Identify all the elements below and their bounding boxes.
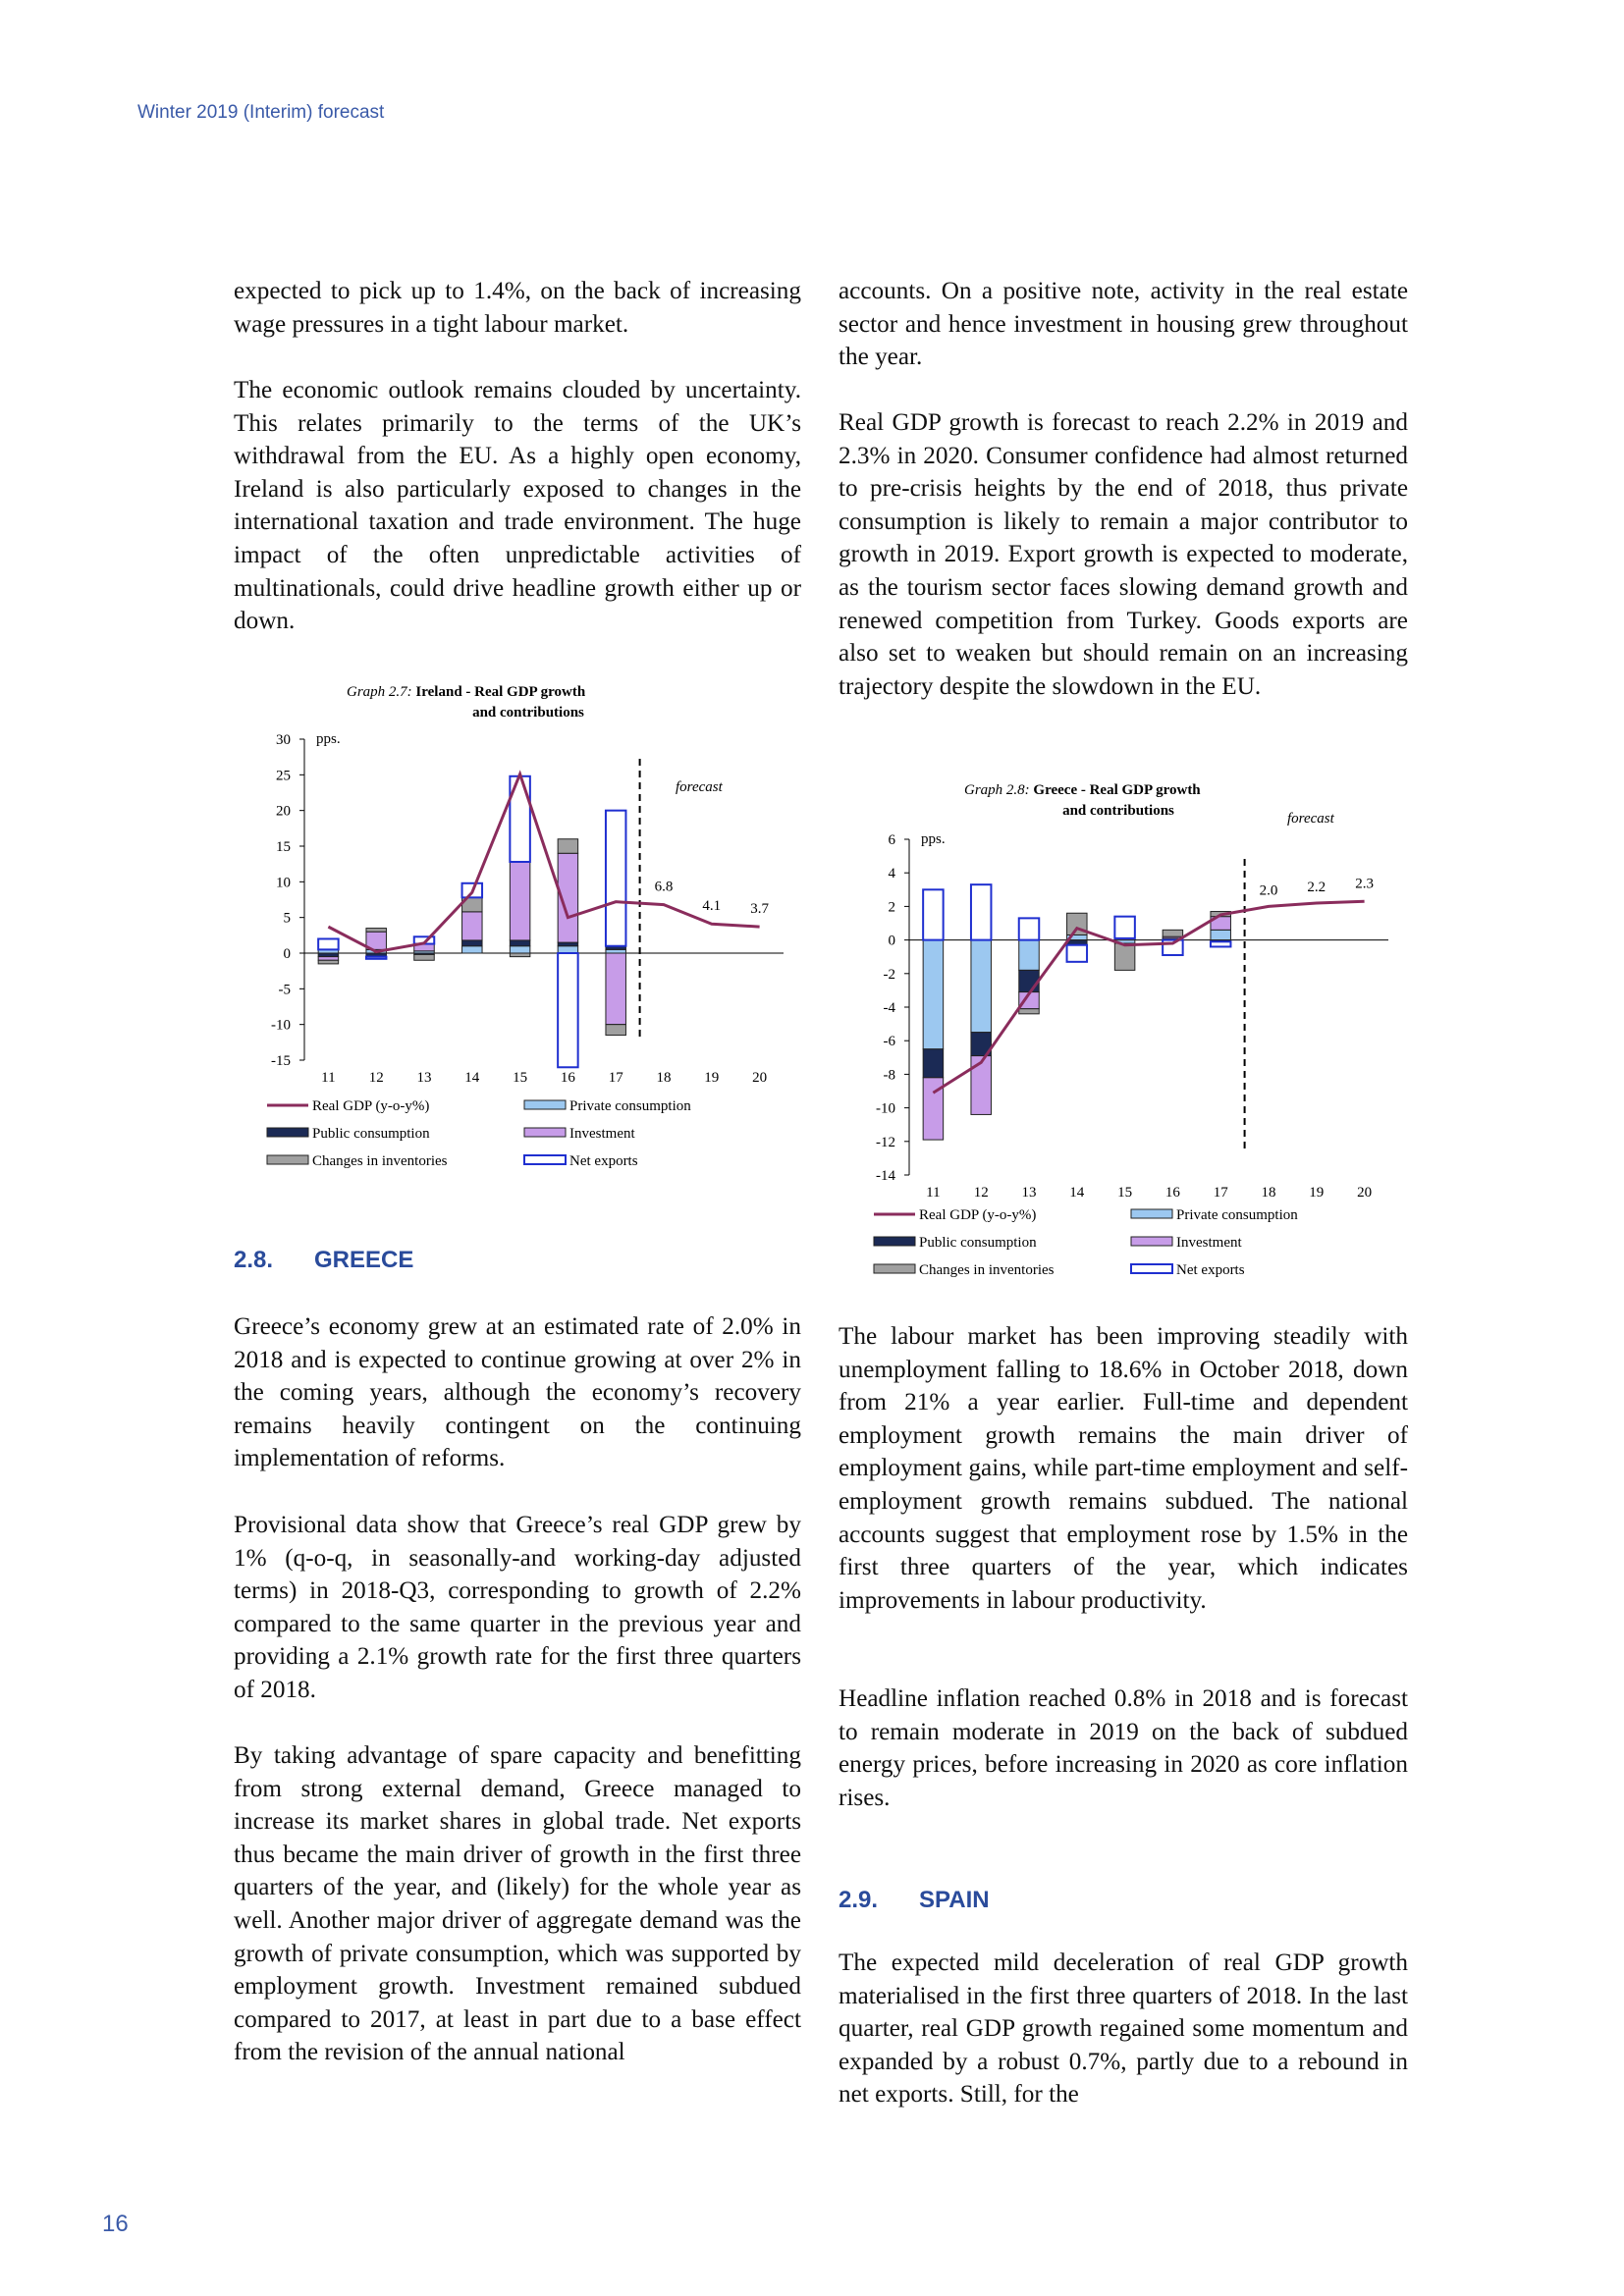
real-gdp-line bbox=[328, 774, 759, 952]
bar-net-exports bbox=[606, 811, 625, 946]
paragraph-greece-accounts: accounts. On a positive note, activity in the real estate sector and hence investment in housing grew throughout the year. bbox=[839, 278, 1408, 371]
x-tick-label: 20 bbox=[1357, 1185, 1373, 1201]
bar-private-consumption bbox=[1211, 930, 1230, 939]
data-label: 3.7 bbox=[750, 901, 769, 918]
y-tick-label: 30 bbox=[276, 732, 291, 748]
bar-net-exports bbox=[1211, 941, 1230, 946]
x-tick-label: 13 bbox=[1021, 1185, 1037, 1201]
y-tick-label: -4 bbox=[883, 1000, 895, 1016]
graph-ireland bbox=[234, 677, 784, 1188]
x-tick-label: 15 bbox=[1117, 1185, 1133, 1201]
x-tick-label: 12 bbox=[368, 1070, 384, 1086]
bar-public-consumption bbox=[923, 1049, 943, 1078]
y-tick-label: -15 bbox=[271, 1053, 291, 1069]
bar-public-consumption bbox=[318, 953, 338, 957]
legend-label-inventories: Changes in inventories bbox=[919, 1262, 1055, 1278]
y-tick-label: 5 bbox=[283, 910, 291, 927]
y-tick-label: 20 bbox=[276, 803, 291, 820]
x-tick-label: 15 bbox=[513, 1070, 528, 1086]
bar-private-consumption bbox=[510, 946, 529, 953]
bar-public-consumption bbox=[462, 940, 482, 946]
legend-swatch-investment bbox=[1131, 1237, 1172, 1246]
x-tick-label: 11 bbox=[321, 1070, 336, 1086]
section-title: SPAIN bbox=[919, 1887, 990, 1913]
paragraph-greece-growth: Greece’s economy grew at an estimated rate of 2.0% in 2018 and is expected to continue growing at over 2% in the coming years, although the economy’s recovery remains heavily contingent on the continuing implementation of reforms. bbox=[234, 1313, 801, 1472]
y-unit-label: pps. bbox=[316, 731, 341, 747]
bar-changes-in-inventories bbox=[1114, 943, 1134, 970]
page-number: 16 bbox=[102, 2211, 129, 2237]
paragraph-greece-provisional: Provisional data show that Greece’s real GDP grew by 1% (q-o-q, in seasonally-and working-day adjusted terms) in 2018-Q3, corresponding to growth of 2.2% compared to the same quarter in the previous year and providing a 2.1% growth rate for the first three quarters of 2018. bbox=[234, 1512, 801, 1703]
data-label: 6.8 bbox=[654, 879, 674, 895]
y-tick-label: -2 bbox=[883, 966, 895, 983]
legend-swatch-public bbox=[874, 1237, 915, 1246]
y-tick-label: 4 bbox=[888, 866, 895, 882]
section-number: 2.9. bbox=[839, 1887, 879, 1913]
bar-investment bbox=[971, 1056, 991, 1115]
legend-label-real-gdp: Real GDP (y-o-y%) bbox=[919, 1207, 1037, 1223]
bar-net-exports bbox=[1114, 917, 1134, 938]
y-tick-label: 25 bbox=[276, 768, 291, 784]
legend-label-net-exports: Net exports bbox=[1176, 1262, 1245, 1278]
bar-changes-in-inventories bbox=[1019, 1009, 1039, 1014]
legend-swatch-private bbox=[1131, 1209, 1172, 1218]
bar-investment bbox=[462, 912, 482, 940]
x-tick-label: 19 bbox=[1309, 1185, 1325, 1201]
section-heading-greece bbox=[234, 1247, 413, 1274]
real-gdp-line bbox=[933, 901, 1364, 1093]
paragraph-greece-net-exports: By taking advantage of spare capacity and benefitting from strong external demand, Greece managed to increase its market shares in global trade. Net exports thus became the main driver of growth in the first three quarters of the year, and (likely) for the whole year as well. Another major driver of aggregate demand was the growth of private consumption, which was supported by employment growth. Investment remained subdued compared to 2017, at least in part due to a base effect from the revision of the annual national bbox=[234, 1742, 801, 2066]
graph-label: Graph 2.7: bbox=[347, 684, 416, 700]
data-label: 2.0 bbox=[1259, 882, 1278, 899]
y-tick-label: -5 bbox=[278, 982, 291, 998]
graph-title-line-2: and contributions bbox=[472, 705, 584, 721]
graph-greece bbox=[839, 775, 1388, 1286]
legend-label-investment: Investment bbox=[1176, 1235, 1242, 1251]
bar-public-consumption bbox=[558, 942, 577, 946]
y-tick-label: 15 bbox=[276, 839, 291, 855]
bar-changes-in-inventories bbox=[510, 953, 529, 957]
bar-changes-in-inventories bbox=[414, 954, 434, 960]
x-tick-label: 14 bbox=[464, 1070, 480, 1086]
bar-changes-in-inventories bbox=[318, 960, 338, 964]
x-tick-label: 12 bbox=[973, 1185, 989, 1201]
bar-net-exports bbox=[366, 957, 386, 959]
y-tick-label: -6 bbox=[883, 1034, 895, 1050]
bar-private-consumption bbox=[971, 940, 991, 1033]
bar-net-exports bbox=[923, 889, 943, 939]
bar-changes-in-inventories bbox=[366, 929, 386, 933]
legend-label-net-exports: Net exports bbox=[569, 1153, 638, 1169]
y-tick-label: 0 bbox=[888, 933, 895, 949]
x-tick-label: 19 bbox=[704, 1070, 720, 1086]
bar-changes-in-inventories bbox=[606, 1025, 625, 1036]
legend-label-public: Public consumption bbox=[919, 1235, 1037, 1251]
legend-swatch-inventories bbox=[874, 1264, 915, 1273]
x-tick-label: 17 bbox=[608, 1070, 623, 1086]
paragraph-greece-labour: The labour market has been improving steadily with unemployment falling to 18.6% in October 2018, down from 21% a year earlier. Full-time and dependent employment growth remains the main driver of employment gains, while part-time employment and self-employment growth remains subdued. The national accounts suggest that employment rose by 1.5% in the first three quarters of the year, which indicates improvements in labour productivity. bbox=[839, 1323, 1408, 1614]
paragraph-ireland-outlook: The economic outlook remains clouded by uncertainty. This relates primarily to the terms of the UK’s withdrawal from the EU. As a highly open economy, Ireland is also particularly exposed to changes in the international taxation and trade environment. The huge impact of the often unpredictable activities of multinationals, could drive headline growth either up or down. bbox=[234, 377, 801, 635]
y-tick-label: 2 bbox=[888, 899, 895, 916]
bar-investment bbox=[318, 957, 338, 961]
legend-swatch-public bbox=[267, 1128, 308, 1137]
data-label: 2.2 bbox=[1307, 879, 1326, 895]
graph-title-line-1: Greece - Real GDP growth bbox=[1033, 782, 1201, 798]
bar-investment bbox=[510, 862, 529, 940]
legend-swatch-private bbox=[524, 1100, 566, 1109]
section-heading-spain bbox=[839, 1887, 990, 1914]
bar-private-consumption bbox=[606, 949, 625, 953]
bar-public-consumption bbox=[510, 940, 529, 946]
legend-swatch-net-exports bbox=[1131, 1264, 1172, 1273]
legend-label-public: Public consumption bbox=[312, 1126, 430, 1142]
bar-investment bbox=[606, 953, 625, 1025]
bar-private-consumption bbox=[462, 946, 482, 953]
legend-label-private: Private consumption bbox=[569, 1098, 691, 1114]
bar-private-consumption bbox=[923, 940, 943, 1049]
bar-changes-in-inventories bbox=[1163, 930, 1182, 936]
x-tick-label: 17 bbox=[1213, 1185, 1228, 1201]
x-tick-label: 16 bbox=[560, 1070, 575, 1086]
bar-private-consumption bbox=[1019, 940, 1039, 971]
x-tick-label: 16 bbox=[1164, 1185, 1180, 1201]
bar-changes-in-inventories bbox=[558, 839, 577, 854]
y-tick-label: -12 bbox=[876, 1134, 895, 1150]
y-unit-label: pps. bbox=[921, 831, 946, 847]
legend-swatch-net-exports bbox=[524, 1155, 566, 1164]
bar-public-consumption bbox=[1019, 970, 1039, 991]
legend-swatch-investment bbox=[524, 1128, 566, 1137]
data-label: 4.1 bbox=[702, 898, 722, 915]
paragraph-spain: The expected mild deceleration of real GDP growth materialised in the first three quarters of 2018. In the last quarter, real GDP growth regained some momentum and expanded by a robust 0.7%, partly due to a rebound in net exports. Still, for the bbox=[839, 1949, 1408, 2109]
running-header: Winter 2019 (Interim) forecast bbox=[137, 102, 385, 123]
graph-title-line-2: and contributions bbox=[1062, 803, 1174, 819]
legend-swatch-inventories bbox=[267, 1155, 308, 1164]
y-tick-label: -8 bbox=[883, 1067, 895, 1084]
forecast-label: forecast bbox=[676, 779, 723, 795]
section-title: GREECE bbox=[314, 1247, 414, 1273]
graph-title bbox=[964, 782, 1201, 798]
x-tick-label: 18 bbox=[1261, 1185, 1276, 1201]
y-tick-label: 10 bbox=[276, 875, 291, 891]
y-tick-label: -10 bbox=[876, 1100, 895, 1117]
graph-title-line-1: Ireland - Real GDP growth bbox=[415, 684, 586, 700]
y-tick-label: 0 bbox=[283, 946, 291, 962]
x-tick-label: 11 bbox=[926, 1185, 941, 1201]
y-tick-label: -10 bbox=[271, 1017, 291, 1034]
x-tick-label: 14 bbox=[1069, 1185, 1085, 1201]
bar-net-exports bbox=[971, 884, 991, 939]
paragraph-ireland-inflation: expected to pick up to 1.4%, on the back of increasing wage pressures in a tight labour market. bbox=[234, 278, 801, 338]
bar-net-exports bbox=[558, 953, 577, 1067]
section-number: 2.8. bbox=[234, 1247, 274, 1273]
graph-label: Graph 2.8: bbox=[964, 782, 1034, 798]
x-tick-label: 18 bbox=[656, 1070, 672, 1086]
bar-net-exports bbox=[318, 938, 338, 949]
bar-net-exports bbox=[1019, 918, 1039, 939]
legend-label-private: Private consumption bbox=[1176, 1207, 1298, 1223]
forecast-label: forecast bbox=[1287, 811, 1334, 827]
legend-label-investment: Investment bbox=[569, 1126, 635, 1142]
y-tick-label: 6 bbox=[888, 832, 895, 848]
x-tick-label: 20 bbox=[752, 1070, 768, 1086]
graph-title bbox=[347, 684, 586, 700]
legend-label-real-gdp: Real GDP (y-o-y%) bbox=[312, 1098, 430, 1114]
paragraph-greece-inflation: Headline inflation reached 0.8% in 2018 and is forecast to remain moderate in 2019 on the back of subdued energy prices, before increasing in 2020 as core inflation rises. bbox=[839, 1685, 1408, 1811]
paragraph-greece-forecast: Real GDP growth is forecast to reach 2.2% in 2019 and 2.3% in 2020. Consumer confidence had almost returned to pre-crisis heights by the end of 2018, thus private consumption is likely to remain a major contributor to growth in 2019. Export growth is expected to moderate, as the tourism sector faces slowing demand growth and renewed competition from Turkey. Goods exports are also set to weaken but should remain on an increasing trajectory despite the slowdown in the EU. bbox=[839, 409, 1408, 700]
data-label: 2.3 bbox=[1355, 876, 1374, 892]
bar-net-exports bbox=[1067, 945, 1087, 962]
y-tick-label: -14 bbox=[876, 1168, 895, 1184]
legend-label-inventories: Changes in inventories bbox=[312, 1153, 448, 1169]
x-tick-label: 13 bbox=[416, 1070, 432, 1086]
bar-private-consumption bbox=[558, 946, 577, 953]
